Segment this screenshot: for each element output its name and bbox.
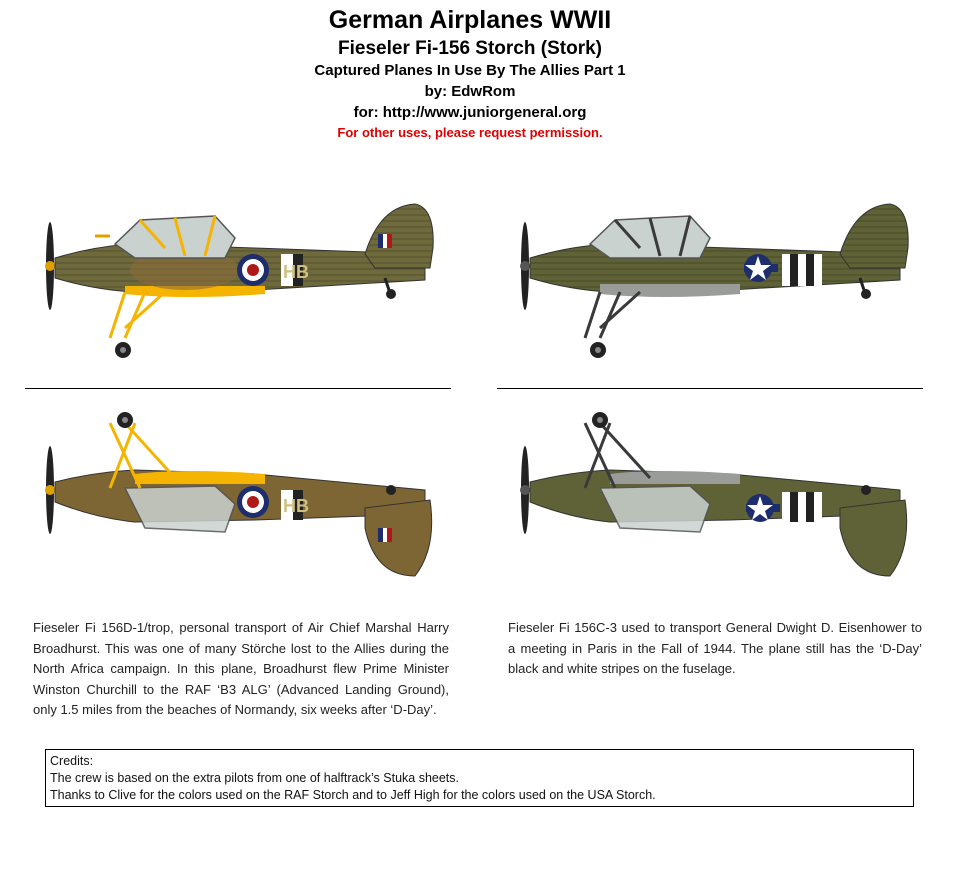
credits-heading: Credits: [50, 754, 94, 768]
fin-flash-icon [378, 528, 392, 542]
permission-notice: For other uses, please request permission. [337, 125, 603, 140]
page-title: German Airplanes WWII [328, 6, 612, 34]
squadron-code: HB [283, 496, 309, 516]
invasion-stripes [782, 254, 822, 286]
propeller-icon [45, 446, 55, 534]
fin-flash-icon [378, 234, 392, 248]
raf-roundel-icon [237, 254, 269, 286]
credits-line: Thanks to Clive for the colors used on the RAF Storch and to Jeff High for the colors used on the USA Storch. [50, 788, 656, 802]
series-title: Captured Planes In Use By The Allies Part 1 [314, 62, 626, 79]
raf-roundel-icon [237, 486, 269, 518]
usa-plane-description: Fieseler Fi 156C-3 used to transport General Dwight D. Eisenhower to a meeting in Paris in the Fall of 1944. The plane still has the ‘D-Day’ black and white stripes on the fuselage. [508, 620, 922, 676]
squadron-code: HB [283, 262, 309, 282]
site-line: for: http://www.juniorgeneral.org [353, 104, 587, 121]
usa-storch-underside-view [510, 408, 920, 583]
credits-box [45, 749, 914, 807]
propeller-icon [520, 446, 530, 534]
propeller-icon [45, 222, 55, 310]
raf-storch-underside-view [35, 408, 445, 583]
propeller-icon [520, 222, 530, 310]
raf-plane-description: Fieseler Fi 156D-1/trop, personal transport of Air Chief Marshal Harry Broadhurst. This was one of many Störche lost to the Allies during the North Africa campaign. In this plane, Broadhurst flew Prime Minister Winston Churchill to the RAF ‘B3 ALG’ (Advanced Landing Ground), only 1.5 miles from the beaches of Normandy, six weeks after ‘D-Day’. [33, 620, 449, 717]
invasion-stripes [782, 492, 822, 522]
page-subtitle: Fieseler Fi-156 Storch (Stork) [338, 38, 602, 59]
raf-storch-side-view [35, 198, 445, 368]
divider-right [497, 388, 923, 389]
credits-line: The crew is based on the extra pilots from one of halftrack’s Stuka sheets. [50, 771, 460, 785]
divider-left [25, 388, 451, 389]
author-line: by: EdwRom [424, 83, 516, 100]
usa-storch-side-view [510, 198, 920, 368]
